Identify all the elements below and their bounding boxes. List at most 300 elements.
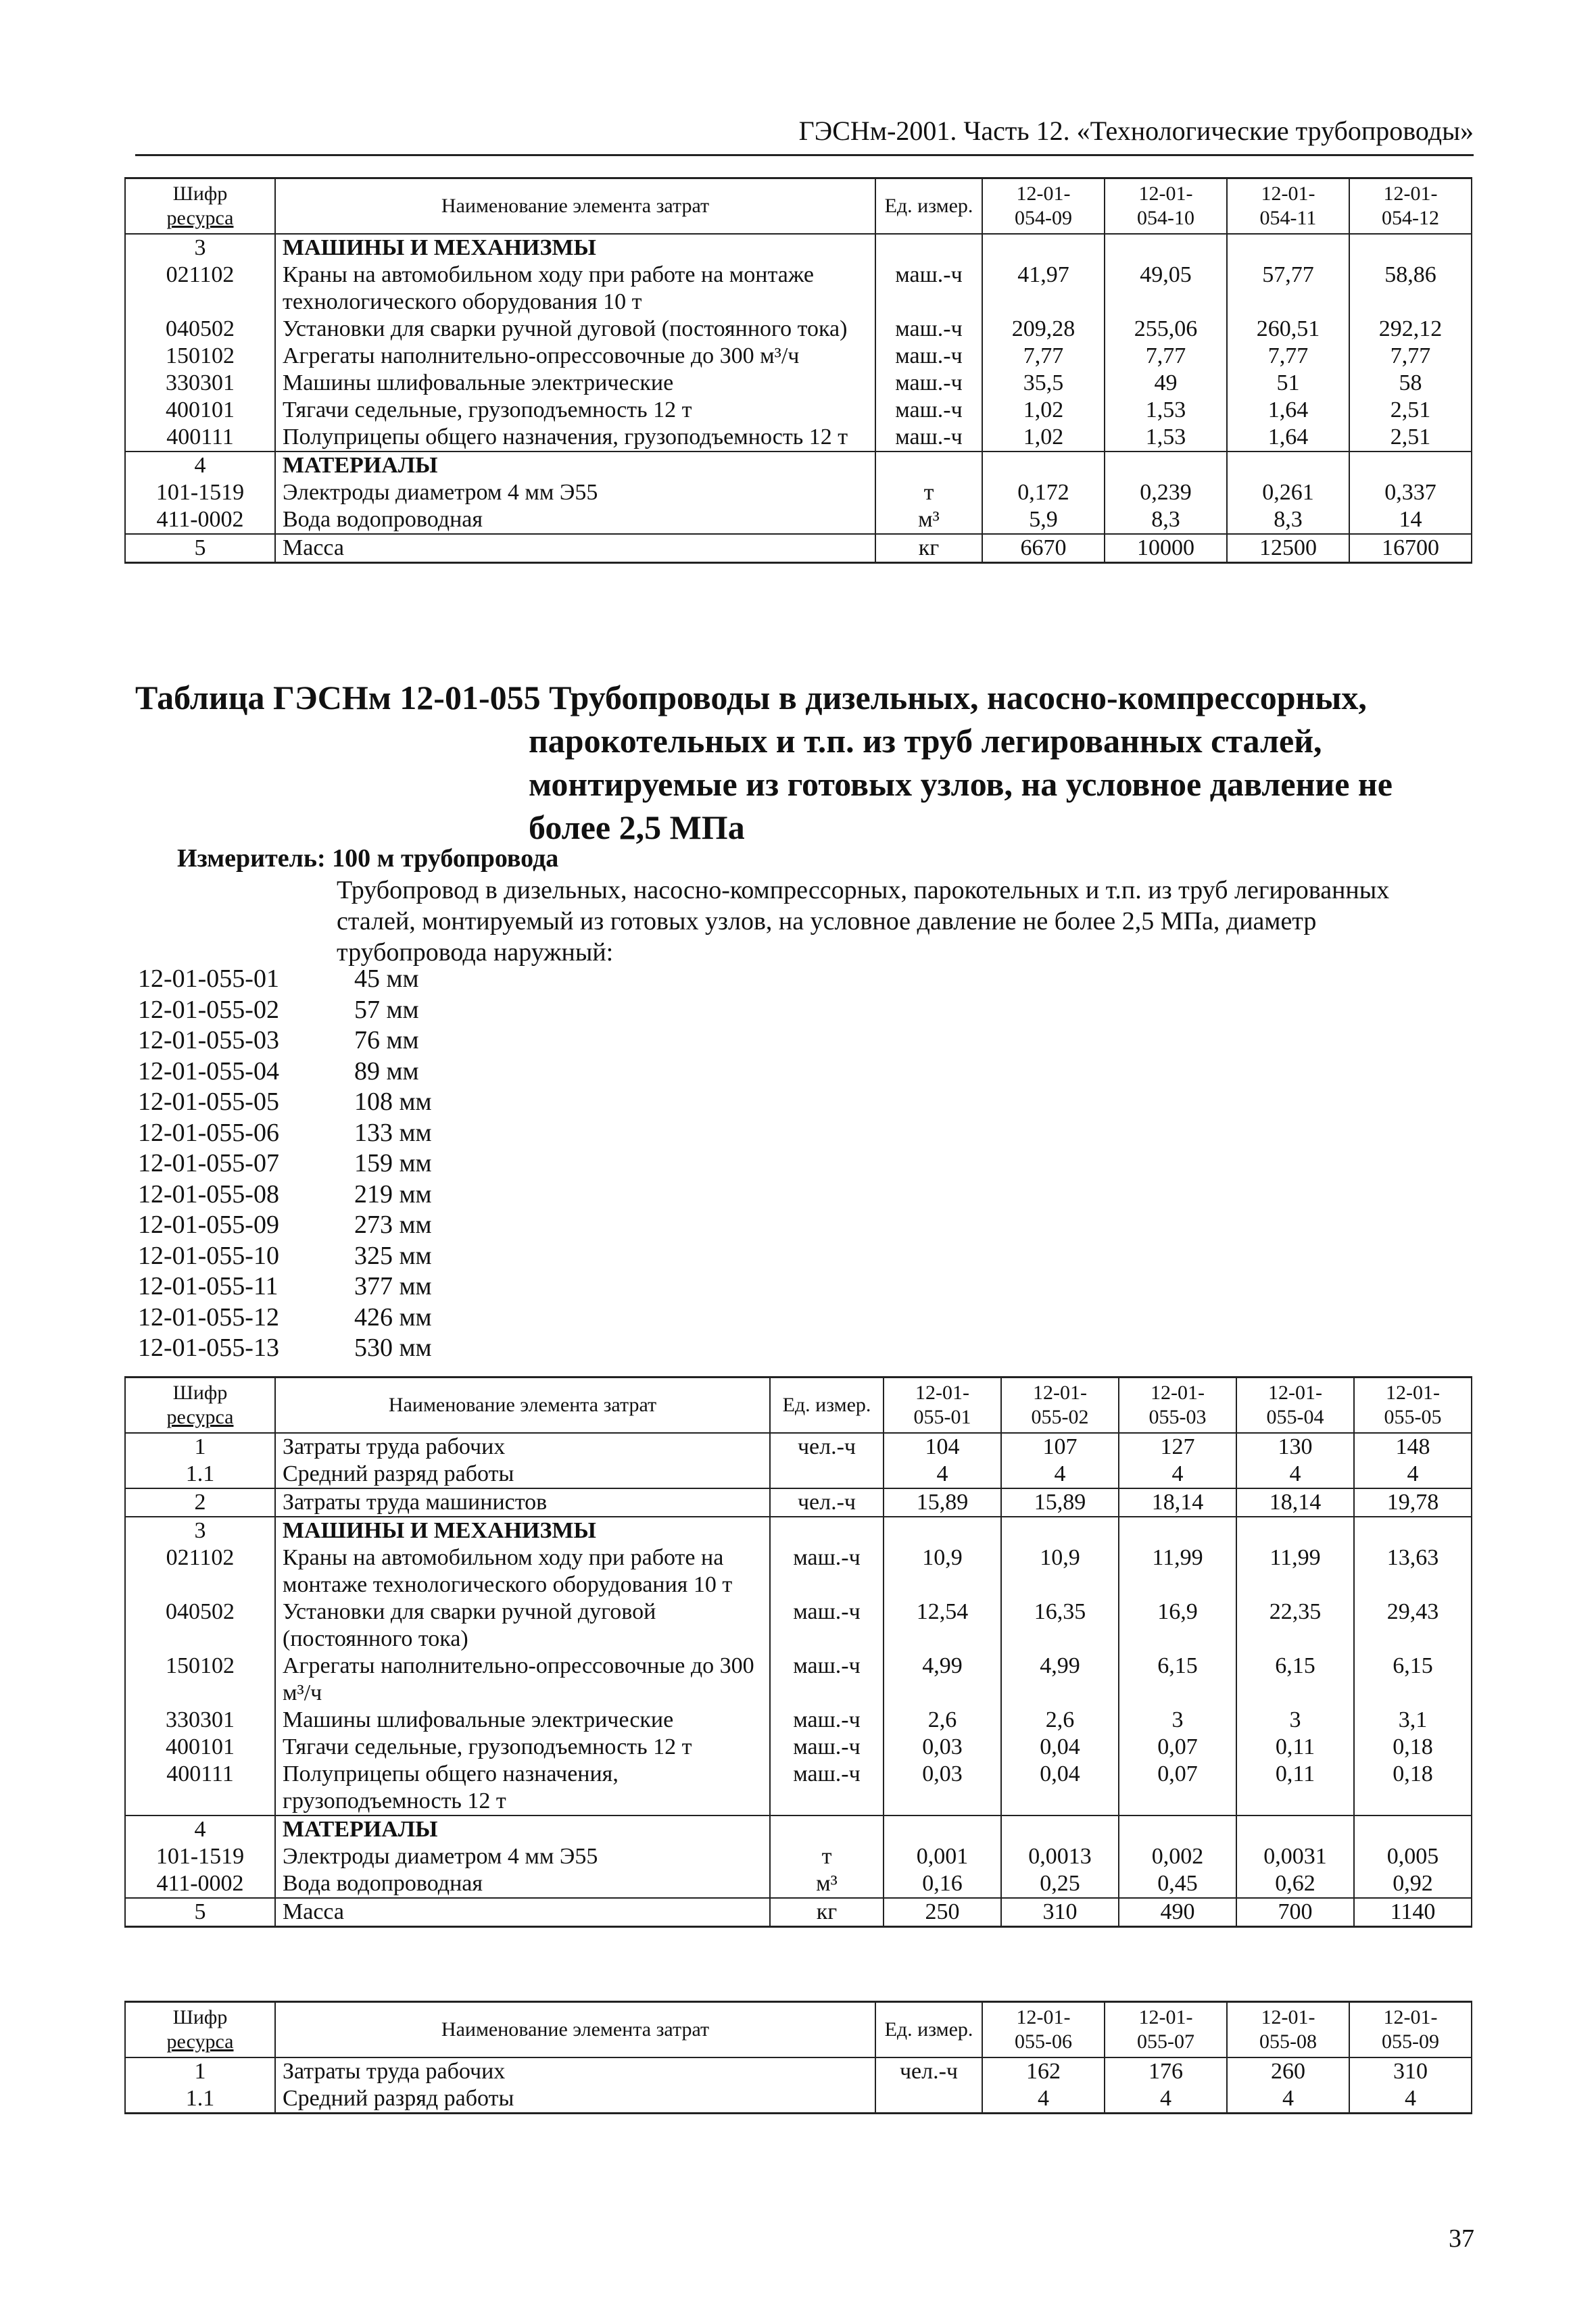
value-cell: 4 — [1354, 1461, 1472, 1488]
value-cell: 1,02 — [982, 397, 1105, 424]
value-cell: 22,35 — [1236, 1599, 1354, 1653]
resource-code: 330301 — [125, 1707, 275, 1734]
value-cell: 0,0013 — [1001, 1843, 1119, 1870]
header-rate-code: 12-01- 055-07 — [1105, 2002, 1227, 2058]
element-name: МАШИНЫ И МЕХАНИЗМЫ — [275, 1517, 770, 1544]
diameter-item — [138, 1056, 489, 1088]
value-cell: 7,77 — [982, 343, 1105, 370]
value-cell: 4,99 — [1001, 1653, 1119, 1707]
value-cell: 6,15 — [1236, 1653, 1354, 1707]
value-cell: 35,5 — [982, 370, 1105, 397]
resource-code: 101-1519 — [125, 479, 275, 506]
header-code-line-1: Шифр — [172, 182, 228, 205]
element-name: Полуприцепы общего назначения, грузоподъемность 12 т — [275, 1761, 770, 1816]
value-cell: 16,35 — [1001, 1599, 1119, 1653]
rate-code: 12-01-055-11 — [138, 1272, 279, 1300]
element-name: Тягачи седельные, грузоподъемность 12 т — [275, 1734, 770, 1761]
element-name: Краны на автомобильном ходу при работе на монтаже технологического оборудования 10 т — [275, 262, 875, 316]
value-cell: 15,89 — [1001, 1488, 1119, 1517]
element-name: Масса — [275, 534, 875, 563]
header-rate-code: 12-01- 054-11 — [1227, 178, 1349, 235]
value-cell: 6,15 — [1354, 1653, 1472, 1707]
header-rate-code: 12-01- 054-12 — [1349, 178, 1472, 235]
table-row — [125, 262, 1472, 316]
header-code-line-2: ресурса — [166, 207, 234, 229]
value-cell: 0,07 — [1119, 1734, 1236, 1761]
value-cell: 7,77 — [1227, 343, 1349, 370]
table-header-row — [125, 178, 1472, 235]
table-row — [125, 1707, 1472, 1734]
value-cell: 13,63 — [1354, 1544, 1472, 1599]
value-cell: 104 — [884, 1433, 1001, 1461]
unit-cell: маш.-ч — [875, 424, 982, 452]
resource-table-055-part-2 — [124, 2001, 1472, 2114]
table-header-row — [125, 1378, 1472, 1434]
element-name: Краны на автомобильном ходу при работе на монтаже технологического оборудования 10 т — [275, 1544, 770, 1599]
value-cell: 8,3 — [1227, 506, 1349, 534]
header-unit: Ед. измер. — [875, 2002, 982, 2058]
element-name: Установки для сварки ручной дуговой (постоянного тока) — [275, 1599, 770, 1653]
table-row — [125, 1461, 1472, 1488]
element-name: Средний разряд работы — [275, 2085, 875, 2114]
resource-code: 3 — [125, 1517, 275, 1544]
value-cell — [1119, 1816, 1236, 1843]
header-unit: Ед. измер. — [770, 1378, 884, 1434]
header-rate-code: 12-01- 055-02 — [1001, 1378, 1119, 1434]
diameter-item — [138, 995, 489, 1026]
value-cell — [1354, 1816, 1472, 1843]
value-cell — [1001, 1517, 1119, 1544]
page-number: 37 — [1449, 2224, 1474, 2253]
resource-code: 150102 — [125, 1653, 275, 1707]
diameter-value: 273 мм — [354, 1211, 432, 1239]
table-row — [125, 1599, 1472, 1653]
table-row — [125, 1898, 1472, 1927]
unit-cell: маш.-ч — [875, 262, 982, 316]
element-name: Средний разряд работы — [275, 1461, 770, 1488]
value-cell: 0,002 — [1119, 1843, 1236, 1870]
value-cell: 41,97 — [982, 262, 1105, 316]
resource-code: 5 — [125, 534, 275, 563]
unit-cell — [875, 2085, 982, 2114]
value-cell: 15,89 — [884, 1488, 1001, 1517]
unit-cell — [770, 1517, 884, 1544]
value-cell: 51 — [1227, 370, 1349, 397]
element-name: Затраты труда машинистов — [275, 1488, 770, 1517]
table-row — [125, 424, 1472, 452]
table-title — [135, 676, 1474, 849]
value-cell: 1,53 — [1105, 397, 1227, 424]
rate-code: 12-01-055-02 — [138, 995, 279, 1024]
element-name: МАТЕРИАЛЫ — [275, 1816, 770, 1843]
table-description: Трубопровод в дизельных, насосно-компрессорных, парокотельных и т.п. из труб легированных сталей, монтируемый из готовых узлов, на условное давление не более 2,5 МПа, диаметр трубопровода наружный: — [337, 876, 1390, 967]
diameter-item — [138, 1148, 489, 1179]
value-cell: 12500 — [1227, 534, 1349, 563]
value-cell: 0,261 — [1227, 479, 1349, 506]
value-cell: 8,3 — [1105, 506, 1227, 534]
value-cell: 209,28 — [982, 316, 1105, 343]
resource-code: 4 — [125, 452, 275, 479]
unit-cell: маш.-ч — [770, 1599, 884, 1653]
value-cell: 4 — [1349, 2085, 1472, 2114]
value-cell: 5,9 — [982, 506, 1105, 534]
header-rate-code: 12-01- 055-08 — [1227, 2002, 1349, 2058]
diameter-value: 76 мм — [354, 1026, 419, 1054]
value-cell: 10000 — [1105, 534, 1227, 563]
value-cell: 310 — [1349, 2057, 1472, 2085]
table-row — [125, 343, 1472, 370]
value-cell: 490 — [1119, 1898, 1236, 1927]
table-row — [125, 370, 1472, 397]
value-cell: 57,77 — [1227, 262, 1349, 316]
header-resource-code — [125, 2002, 275, 2058]
value-cell — [1227, 234, 1349, 262]
unit-cell: кг — [770, 1898, 884, 1927]
value-cell: 1,53 — [1105, 424, 1227, 452]
value-cell: 107 — [1001, 1433, 1119, 1461]
value-cell: 4 — [884, 1461, 1001, 1488]
resource-table-054 — [124, 177, 1472, 564]
value-cell: 1140 — [1354, 1898, 1472, 1927]
value-cell: 162 — [982, 2057, 1105, 2085]
value-cell: 7,77 — [1105, 343, 1227, 370]
diameter-item — [138, 1241, 489, 1272]
value-cell: 0,11 — [1236, 1761, 1354, 1816]
header-code-line-1: Шифр — [172, 2006, 228, 2028]
resource-code: 3 — [125, 234, 275, 262]
value-cell: 4 — [982, 2085, 1105, 2114]
element-name: Тягачи седельные, грузоподъемность 12 т — [275, 397, 875, 424]
header-rate-code: 12-01- 055-04 — [1236, 1378, 1354, 1434]
value-cell: 260,51 — [1227, 316, 1349, 343]
value-cell: 176 — [1105, 2057, 1227, 2085]
value-cell: 29,43 — [1354, 1599, 1472, 1653]
header-resource-code — [125, 178, 275, 235]
value-cell: 14 — [1349, 506, 1472, 534]
element-name: Электроды диаметром 4 мм Э55 — [275, 1843, 770, 1870]
diameter-item — [138, 1025, 489, 1056]
element-name: Машины шлифовальные электрические — [275, 370, 875, 397]
element-name: Агрегаты наполнительно-опрессовочные до 300 м³/ч — [275, 1653, 770, 1707]
table-row — [125, 397, 1472, 424]
resource-code: 150102 — [125, 343, 275, 370]
element-name: МАТЕРИАЛЫ — [275, 452, 875, 479]
diameter-item — [138, 1271, 489, 1302]
value-cell: 700 — [1236, 1898, 1354, 1927]
header-rate-code: 12-01- 054-10 — [1105, 178, 1227, 235]
value-cell: 6,15 — [1119, 1653, 1236, 1707]
unit-cell — [770, 1461, 884, 1488]
title-line-3: монтируемые из готовых узлов, на условное давление не — [529, 765, 1393, 803]
resource-code: 1.1 — [125, 2085, 275, 2114]
diameter-item — [138, 1118, 489, 1149]
value-cell: 4 — [1236, 1461, 1354, 1488]
value-cell: 10,9 — [884, 1544, 1001, 1599]
resource-code: 400111 — [125, 424, 275, 452]
unit-cell: маш.-ч — [875, 316, 982, 343]
header-resource-code — [125, 1378, 275, 1434]
value-cell: 0,172 — [982, 479, 1105, 506]
table-row — [125, 479, 1472, 506]
table-row — [125, 506, 1472, 534]
header-code-line-2: ресурса — [166, 2030, 234, 2053]
value-cell: 49 — [1105, 370, 1227, 397]
value-cell: 18,14 — [1236, 1488, 1354, 1517]
resource-code: 400111 — [125, 1761, 275, 1816]
value-cell: 0,92 — [1354, 1870, 1472, 1898]
value-cell — [1236, 1816, 1354, 1843]
value-cell: 2,51 — [1349, 424, 1472, 452]
value-cell: 0,62 — [1236, 1870, 1354, 1898]
unit-cell: маш.-ч — [770, 1707, 884, 1734]
diameter-value: 45 мм — [354, 965, 419, 993]
value-cell — [982, 234, 1105, 262]
diameter-item — [138, 1179, 489, 1211]
value-cell — [884, 1517, 1001, 1544]
resource-code: 400101 — [125, 397, 275, 424]
table-row — [125, 2057, 1472, 2085]
resource-code: 040502 — [125, 1599, 275, 1653]
resource-code: 1 — [125, 2057, 275, 2085]
header-rate-code: 12-01- 055-09 — [1349, 2002, 1472, 2058]
value-cell: 4 — [1001, 1461, 1119, 1488]
table-row — [125, 1544, 1472, 1599]
rate-code: 12-01-055-05 — [138, 1088, 279, 1116]
table-row — [125, 1433, 1472, 1461]
element-name: Установки для сварки ручной дуговой (постоянного тока) — [275, 316, 875, 343]
value-cell — [1349, 452, 1472, 479]
value-cell: 0,001 — [884, 1843, 1001, 1870]
value-cell: 0,18 — [1354, 1734, 1472, 1761]
value-cell: 19,78 — [1354, 1488, 1472, 1517]
resource-code: 5 — [125, 1898, 275, 1927]
value-cell — [1349, 234, 1472, 262]
value-cell — [1236, 1517, 1354, 1544]
value-cell: 0,45 — [1119, 1870, 1236, 1898]
value-cell — [1001, 1816, 1119, 1843]
value-cell: 12,54 — [884, 1599, 1001, 1653]
title-line-4: более 2,5 МПа — [529, 808, 745, 846]
element-name: Затраты труда рабочих — [275, 1433, 770, 1461]
unit-cell: маш.-ч — [770, 1544, 884, 1599]
value-cell: 2,51 — [1349, 397, 1472, 424]
value-cell: 0,25 — [1001, 1870, 1119, 1898]
value-cell: 4 — [1119, 1461, 1236, 1488]
unit-cell: т — [875, 479, 982, 506]
diameter-item — [138, 1302, 489, 1334]
value-cell: 0,239 — [1105, 479, 1227, 506]
value-cell: 0,03 — [884, 1761, 1001, 1816]
element-name: Вода водопроводная — [275, 506, 875, 534]
value-cell: 0,04 — [1001, 1734, 1119, 1761]
unit-cell — [875, 234, 982, 262]
title-line-1: Таблица ГЭСНм 12-01-055 Трубопроводы в дизельных, насосно-компрессорных, — [135, 679, 1367, 716]
value-cell: 260 — [1227, 2057, 1349, 2085]
value-cell: 2,6 — [884, 1707, 1001, 1734]
header-code-line-1: Шифр — [172, 1382, 228, 1404]
header-element-name: Наименование элемента затрат — [275, 178, 875, 235]
table-row — [125, 1843, 1472, 1870]
table-row — [125, 1761, 1472, 1816]
unit-cell: м³ — [875, 506, 982, 534]
header-code-line-2: ресурса — [166, 1406, 234, 1428]
value-cell: 4 — [1227, 2085, 1349, 2114]
diameter-value: 377 мм — [354, 1272, 432, 1300]
diameter-value: 426 мм — [354, 1302, 432, 1332]
header-element-name: Наименование элемента затрат — [275, 1378, 770, 1434]
value-cell: 0,337 — [1349, 479, 1472, 506]
header-rate-code: 12-01- 055-05 — [1354, 1378, 1472, 1434]
diameter-item — [138, 1087, 489, 1118]
diameter-value: 159 мм — [354, 1149, 432, 1177]
rate-code: 12-01-055-04 — [138, 1056, 279, 1086]
resource-code: 4 — [125, 1816, 275, 1843]
element-name: Машины шлифовальные электрические — [275, 1707, 770, 1734]
element-name: Затраты труда рабочих — [275, 2057, 875, 2085]
resource-code: 021102 — [125, 262, 275, 316]
value-cell: 6670 — [982, 534, 1105, 563]
unit-cell: т — [770, 1843, 884, 1870]
resource-code: 1 — [125, 1433, 275, 1461]
diameter-value: 133 мм — [354, 1118, 432, 1147]
value-cell — [982, 452, 1105, 479]
value-cell: 250 — [884, 1898, 1001, 1927]
diameter-value: 108 мм — [354, 1088, 432, 1116]
value-cell: 1,64 — [1227, 424, 1349, 452]
table-header-row — [125, 2002, 1472, 2058]
running-head: ГЭСНм-2001. Часть 12. «Технологические трубопроводы» — [135, 114, 1474, 156]
unit-cell: чел.-ч — [770, 1433, 884, 1461]
table-row — [125, 1488, 1472, 1517]
section-row — [125, 234, 1472, 262]
table-row — [125, 534, 1472, 563]
resource-table-055-part-1 — [124, 1376, 1472, 1928]
rate-code: 12-01-055-12 — [138, 1302, 279, 1332]
value-cell — [1105, 234, 1227, 262]
section-row — [125, 452, 1472, 479]
diameter-item — [138, 964, 489, 995]
unit-cell: маш.-ч — [770, 1653, 884, 1707]
resource-code: 400101 — [125, 1734, 275, 1761]
meter-label: Измеритель: 100 м трубопровода — [177, 844, 559, 873]
table-row — [125, 2085, 1472, 2114]
element-name: Вода водопроводная — [275, 1870, 770, 1898]
header-rate-code: 12-01- 055-01 — [884, 1378, 1001, 1434]
table-row — [125, 316, 1472, 343]
diameter-value: 219 мм — [354, 1179, 432, 1209]
rate-code: 12-01-055-13 — [138, 1334, 279, 1362]
header-unit: Ед. измер. — [875, 178, 982, 235]
resource-code: 101-1519 — [125, 1843, 275, 1870]
unit-cell: чел.-ч — [875, 2057, 982, 2085]
element-name: Полуприцепы общего назначения, грузоподъемность 12 т — [275, 424, 875, 452]
value-cell — [1227, 452, 1349, 479]
value-cell: 58 — [1349, 370, 1472, 397]
section-row — [125, 1816, 1472, 1843]
value-cell — [884, 1816, 1001, 1843]
value-cell: 255,06 — [1105, 316, 1227, 343]
rate-code: 12-01-055-01 — [138, 965, 279, 993]
value-cell: 7,77 — [1349, 343, 1472, 370]
value-cell: 4,99 — [884, 1653, 1001, 1707]
unit-cell: кг — [875, 534, 982, 563]
value-cell: 58,86 — [1349, 262, 1472, 316]
unit-cell: маш.-ч — [875, 397, 982, 424]
rate-code: 12-01-055-07 — [138, 1149, 279, 1177]
rate-code: 12-01-055-08 — [138, 1179, 279, 1209]
element-name: МАШИНЫ И МЕХАНИЗМЫ — [275, 234, 875, 262]
diameter-value: 89 мм — [354, 1056, 419, 1086]
table-row — [125, 1653, 1472, 1707]
unit-cell: м³ — [770, 1870, 884, 1898]
value-cell: 10,9 — [1001, 1544, 1119, 1599]
diameter-value: 57 мм — [354, 995, 419, 1024]
resource-code: 411-0002 — [125, 1870, 275, 1898]
diameter-item — [138, 1210, 489, 1241]
unit-cell: маш.-ч — [875, 370, 982, 397]
table-row — [125, 1870, 1472, 1898]
resource-code: 040502 — [125, 316, 275, 343]
value-cell: 3 — [1119, 1707, 1236, 1734]
section-row — [125, 1517, 1472, 1544]
table-row — [125, 1734, 1472, 1761]
header-rate-code: 12-01- 055-06 — [982, 2002, 1105, 2058]
value-cell: 130 — [1236, 1433, 1354, 1461]
resource-code: 411-0002 — [125, 506, 275, 534]
rate-code: 12-01-055-06 — [138, 1118, 279, 1147]
value-cell: 2,6 — [1001, 1707, 1119, 1734]
value-cell: 0,0031 — [1236, 1843, 1354, 1870]
value-cell: 0,04 — [1001, 1761, 1119, 1816]
unit-cell: маш.-ч — [770, 1734, 884, 1761]
unit-cell — [875, 452, 982, 479]
value-cell — [1354, 1517, 1472, 1544]
value-cell: 0,03 — [884, 1734, 1001, 1761]
diameter-item — [138, 1333, 489, 1364]
value-cell: 4 — [1105, 2085, 1227, 2114]
title-line-2: парокотельных и т.п. из труб легированных сталей, — [529, 722, 1322, 760]
value-cell: 1,02 — [982, 424, 1105, 452]
rate-code: 12-01-055-10 — [138, 1241, 279, 1270]
value-cell: 0,005 — [1354, 1843, 1472, 1870]
value-cell: 3,1 — [1354, 1707, 1472, 1734]
rate-code: 12-01-055-09 — [138, 1211, 279, 1239]
value-cell: 310 — [1001, 1898, 1119, 1927]
value-cell: 1,64 — [1227, 397, 1349, 424]
unit-cell: маш.-ч — [875, 343, 982, 370]
header-rate-code: 12-01- 055-03 — [1119, 1378, 1236, 1434]
unit-cell: чел.-ч — [770, 1488, 884, 1517]
value-cell: 16,9 — [1119, 1599, 1236, 1653]
resource-code: 1.1 — [125, 1461, 275, 1488]
value-cell: 16700 — [1349, 534, 1472, 563]
value-cell: 0,18 — [1354, 1761, 1472, 1816]
rate-code: 12-01-055-03 — [138, 1026, 279, 1054]
value-cell: 11,99 — [1236, 1544, 1354, 1599]
value-cell — [1105, 452, 1227, 479]
diameter-list — [138, 964, 489, 1364]
element-name: Агрегаты наполнительно-опрессовочные до 300 м³/ч — [275, 343, 875, 370]
value-cell: 148 — [1354, 1433, 1472, 1461]
header-element-name: Наименование элемента затрат — [275, 2002, 875, 2058]
value-cell: 0,07 — [1119, 1761, 1236, 1816]
value-cell: 0,11 — [1236, 1734, 1354, 1761]
value-cell: 0,16 — [884, 1870, 1001, 1898]
value-cell — [1119, 1517, 1236, 1544]
resource-code: 021102 — [125, 1544, 275, 1599]
value-cell: 127 — [1119, 1433, 1236, 1461]
diameter-value: 325 мм — [354, 1241, 432, 1270]
